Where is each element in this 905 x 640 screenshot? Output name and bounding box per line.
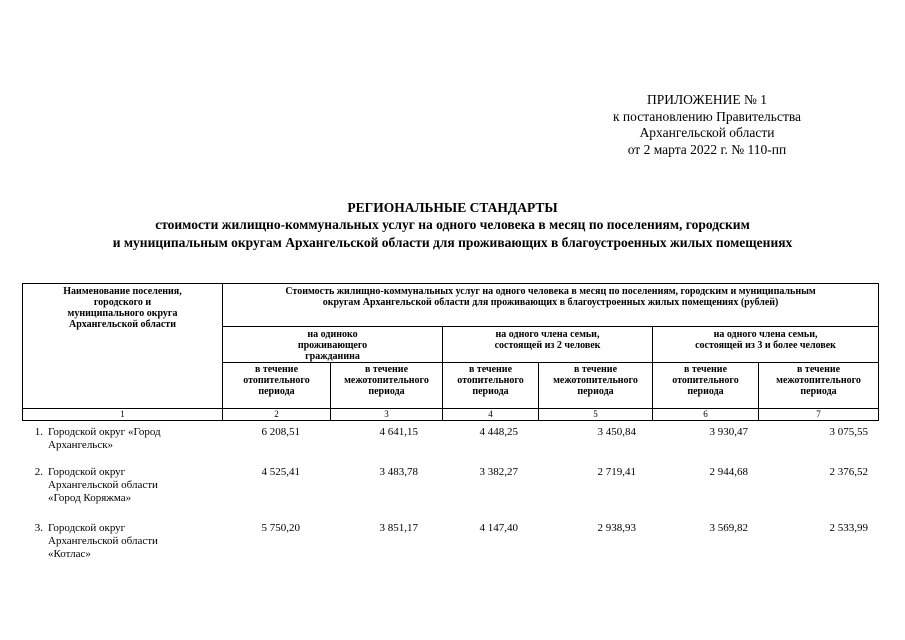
value-cell: 2 376,52 xyxy=(829,466,868,478)
table-row xyxy=(22,426,878,466)
row-number: 1. xyxy=(34,426,43,438)
column-number: 7 xyxy=(759,409,879,421)
column-number: 2 xyxy=(223,409,331,421)
value-cell: 3 930,47 xyxy=(709,426,748,438)
group-header-family-3: на одного члена семьи, состоящей из 3 и более человек xyxy=(653,327,879,363)
period-header-heating: в течение отопительного периода xyxy=(443,363,539,409)
column-number: 4 xyxy=(443,409,539,421)
period-header-nonheating: в течение межотопительного периода xyxy=(539,363,653,409)
value-cell: 3 851,17 xyxy=(379,522,418,534)
appendix-title: ПРИЛОЖЕНИЕ № 1 xyxy=(646,92,768,107)
table-row xyxy=(22,522,878,570)
value-cell: 2 533,99 xyxy=(829,522,868,534)
group-header-single: на одиноко проживающего гражданина xyxy=(223,327,443,363)
value-cell: 3 483,78 xyxy=(379,466,418,478)
document-title: РЕГИОНАЛЬНЫЕ СТАНДАРТЫ xyxy=(347,200,558,215)
period-header-nonheating: в течение межотопительного периода xyxy=(759,363,879,409)
value-cell: 3 569,82 xyxy=(709,522,748,534)
appendix-line: Архангельской области xyxy=(639,125,775,140)
appendix-line: к постановлению Правительства xyxy=(612,108,802,124)
table-body xyxy=(22,426,878,570)
value-cell: 3 382,27 xyxy=(479,466,518,478)
table-row xyxy=(22,466,878,522)
value-cell: 5 750,20 xyxy=(261,522,300,534)
period-header-heating: в течение отопительного периода xyxy=(223,363,331,409)
column-number: 1 xyxy=(23,409,223,421)
value-cell: 4 525,41 xyxy=(261,466,300,478)
value-cell: 6 208,51 xyxy=(261,426,300,438)
value-cell: 4 448,25 xyxy=(479,426,518,438)
value-cell: 4 641,15 xyxy=(379,426,418,438)
name-column-header: Наименование поселения, городского и муниципального округа Архангельской области xyxy=(23,284,223,409)
value-cell: 3 075,55 xyxy=(829,426,868,438)
value-cell: 2 938,93 xyxy=(597,522,636,534)
value-cell: 4 147,40 xyxy=(479,522,518,534)
value-cell: 2 944,68 xyxy=(709,466,748,478)
value-cell: 3 450,84 xyxy=(597,426,636,438)
settlement-name: Городской округ Архангельской области «Город Коряжма» xyxy=(48,466,158,504)
column-number: 3 xyxy=(331,409,443,421)
appendix-date: от 2 марта 2022 г. № 110-пп xyxy=(627,141,787,157)
standards-table-header xyxy=(22,283,879,421)
row-number: 3. xyxy=(34,522,43,534)
period-header-nonheating: в течение межотопительного периода xyxy=(331,363,443,409)
cost-column-header: Стоимость жилищно-коммунальных услуг на одного человека в месяц по поселениям, городским и муниципальным округам Архангельской области для проживающих в благоустроенных жилых помещениях (рублей) xyxy=(223,284,879,327)
group-header-family-2: на одного члена семьи, состоящей из 2 человек xyxy=(443,327,653,363)
row-number: 2. xyxy=(34,466,43,478)
column-number: 6 xyxy=(653,409,759,421)
column-number: 5 xyxy=(539,409,653,421)
document-subtitle: и муниципальным округам Архангельской области для проживающих в благоустроенных жилых помещениях xyxy=(112,235,793,250)
period-header-heating: в течение отопительного периода xyxy=(653,363,759,409)
settlement-name: Городской округ Архангельской области «Котлас» xyxy=(48,522,158,560)
document-subtitle: стоимости жилищно-коммунальных услуг на одного человека в месяц по поселениям, городским xyxy=(155,217,750,232)
appendix-block xyxy=(557,92,857,158)
value-cell: 2 719,41 xyxy=(597,466,636,478)
settlement-name: Городской округ «Город Архангельск» xyxy=(48,426,161,451)
